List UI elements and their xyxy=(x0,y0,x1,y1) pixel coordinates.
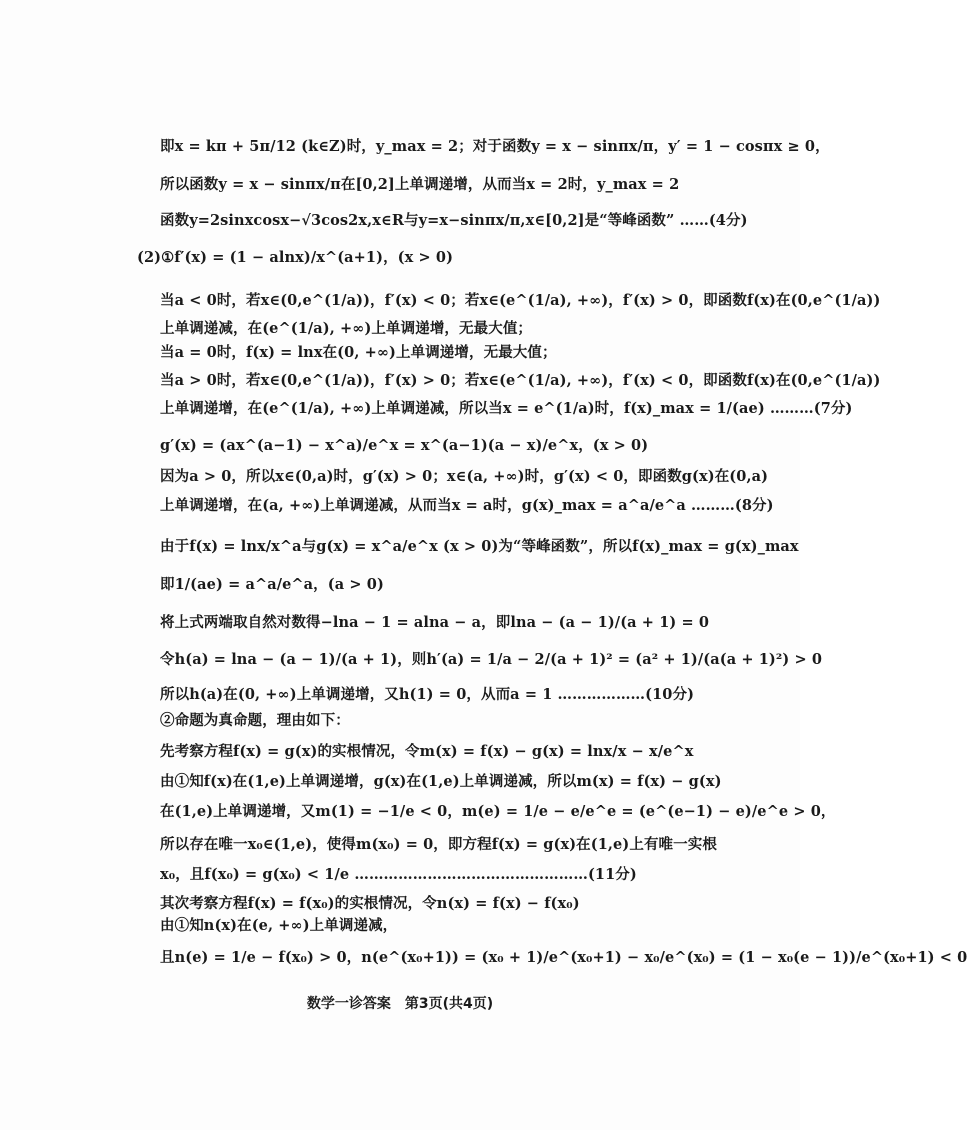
solution-line: ②命题为真命题，理由如下： xyxy=(160,712,350,729)
solution-line: 所以h(a)在(0, +∞)上单调递增，又h(1) = 0，从而a = 1 ………………(10分) xyxy=(160,686,695,703)
solution-line: 即x = kπ + 5π/12 (k∈Z)时，y_max = 2；对于函数y = x − sinπx/π，y′ = 1 − cosπx ≥ 0， xyxy=(160,138,830,155)
page-footer: 数学一诊答案 第3页(共4页) xyxy=(306,996,494,1012)
solution-line: 令h(a) = lna − (a − 1)/(a + 1)，则h′(a) = 1/a − 2/(a + 1)² = (a² + 1)/(a(a + 1)²) > 0 xyxy=(160,651,823,668)
solution-line: 其次考察方程f(x) = f(x₀)的实根情况，令n(x) = f(x) − f(x₀) xyxy=(160,895,580,912)
solution-line: 所以存在唯一x₀∈(1,e)，使得m(x₀) = 0，即方程f(x) = g(x)在(1,e)上有唯一实根 xyxy=(160,836,717,853)
solution-line: x₀，且f(x₀) = g(x₀) < 1/e …………………………………………(11分) xyxy=(160,866,637,883)
solution-line: (2)①f′(x) = (1 − alnx)/x^(a+1)，(x > 0) xyxy=(137,249,454,266)
solution-line: 且n(e) = 1/e − f(x₀) > 0，n(e^(x₀+1)) = (x₀ + 1)/e^(x₀+1) − x₀/e^(x₀) = (1 − x₀(e − 1))/e^(x₀+1) < 0 xyxy=(160,949,967,966)
solution-line: 上单调递减，在(e^(1/a), +∞)上单调递增，无最大值； xyxy=(160,320,533,337)
solution-line: 所以函数y = x − sinπx/π在[0,2]上单调递增，从而当x = 2时，y_max = 2 xyxy=(160,176,680,193)
solution-line: g′(x) = (ax^(a−1) − x^a)/e^x = x^(a−1)(a − x)/e^x，(x > 0) xyxy=(160,437,649,454)
solution-line: 当a < 0时，若x∈(0,e^(1/a))，f′(x) < 0；若x∈(e^(1/a), +∞)，f′(x) > 0，即函数f(x)在(0,e^(1/a)) xyxy=(160,292,881,309)
solution-line: 当a = 0时，f(x) = lnx在(0, +∞)上单调递增，无最大值； xyxy=(160,344,557,361)
solution-line: 函数y=2sinxcosx−√3cos2x,x∈R与y=x−sinπx/π,x∈[0,2]是“等峰函数” ……(4分) xyxy=(160,212,748,229)
solution-line: 上单调递增，在(a, +∞)上单调递减，从而当x = a时，g(x)_max = a^a/e^a ………(8分) xyxy=(160,497,774,514)
solution-line: 将上式两端取自然对数得−lna − 1 = alna − a，即lna − (a − 1)/(a + 1) = 0 xyxy=(160,614,710,631)
solution-line: 由①知n(x)在(e, +∞)上单调递减， xyxy=(160,917,398,934)
solution-line: 上单调递增，在(e^(1/a), +∞)上单调递减，所以当x = e^(1/a)时，f(x)_max = 1/(ae) ………(7分) xyxy=(160,400,853,417)
solution-line: 当a > 0时，若x∈(0,e^(1/a))，f′(x) > 0；若x∈(e^(1/a), +∞)，f′(x) < 0，即函数f(x)在(0,e^(1/a)) xyxy=(160,372,881,389)
solution-line: 由①知f(x)在(1,e)上单调递增，g(x)在(1,e)上单调递减，所以m(x) = f(x) − g(x) xyxy=(160,773,722,790)
solution-line: 即1/(ae) = a^a/e^a，(a > 0) xyxy=(160,576,384,593)
solution-line: 在(1,e)上单调递增，又m(1) = −1/e < 0，m(e) = 1/e − e/e^e = (e^(e−1) − e)/e^e > 0， xyxy=(160,803,836,820)
solution-line: 由于f(x) = lnx/x^a与g(x) = x^a/e^x (x > 0)为“等峰函数”，所以f(x)_max = g(x)_max xyxy=(160,538,799,555)
solution-line: 因为a > 0，所以x∈(0,a)时，g′(x) > 0；x∈(a, +∞)时，g′(x) < 0，即函数g(x)在(0,a) xyxy=(160,468,769,485)
solution-line: 先考察方程f(x) = g(x)的实根情况，令m(x) = f(x) − g(x) = lnx/x − x/e^x xyxy=(160,743,694,760)
